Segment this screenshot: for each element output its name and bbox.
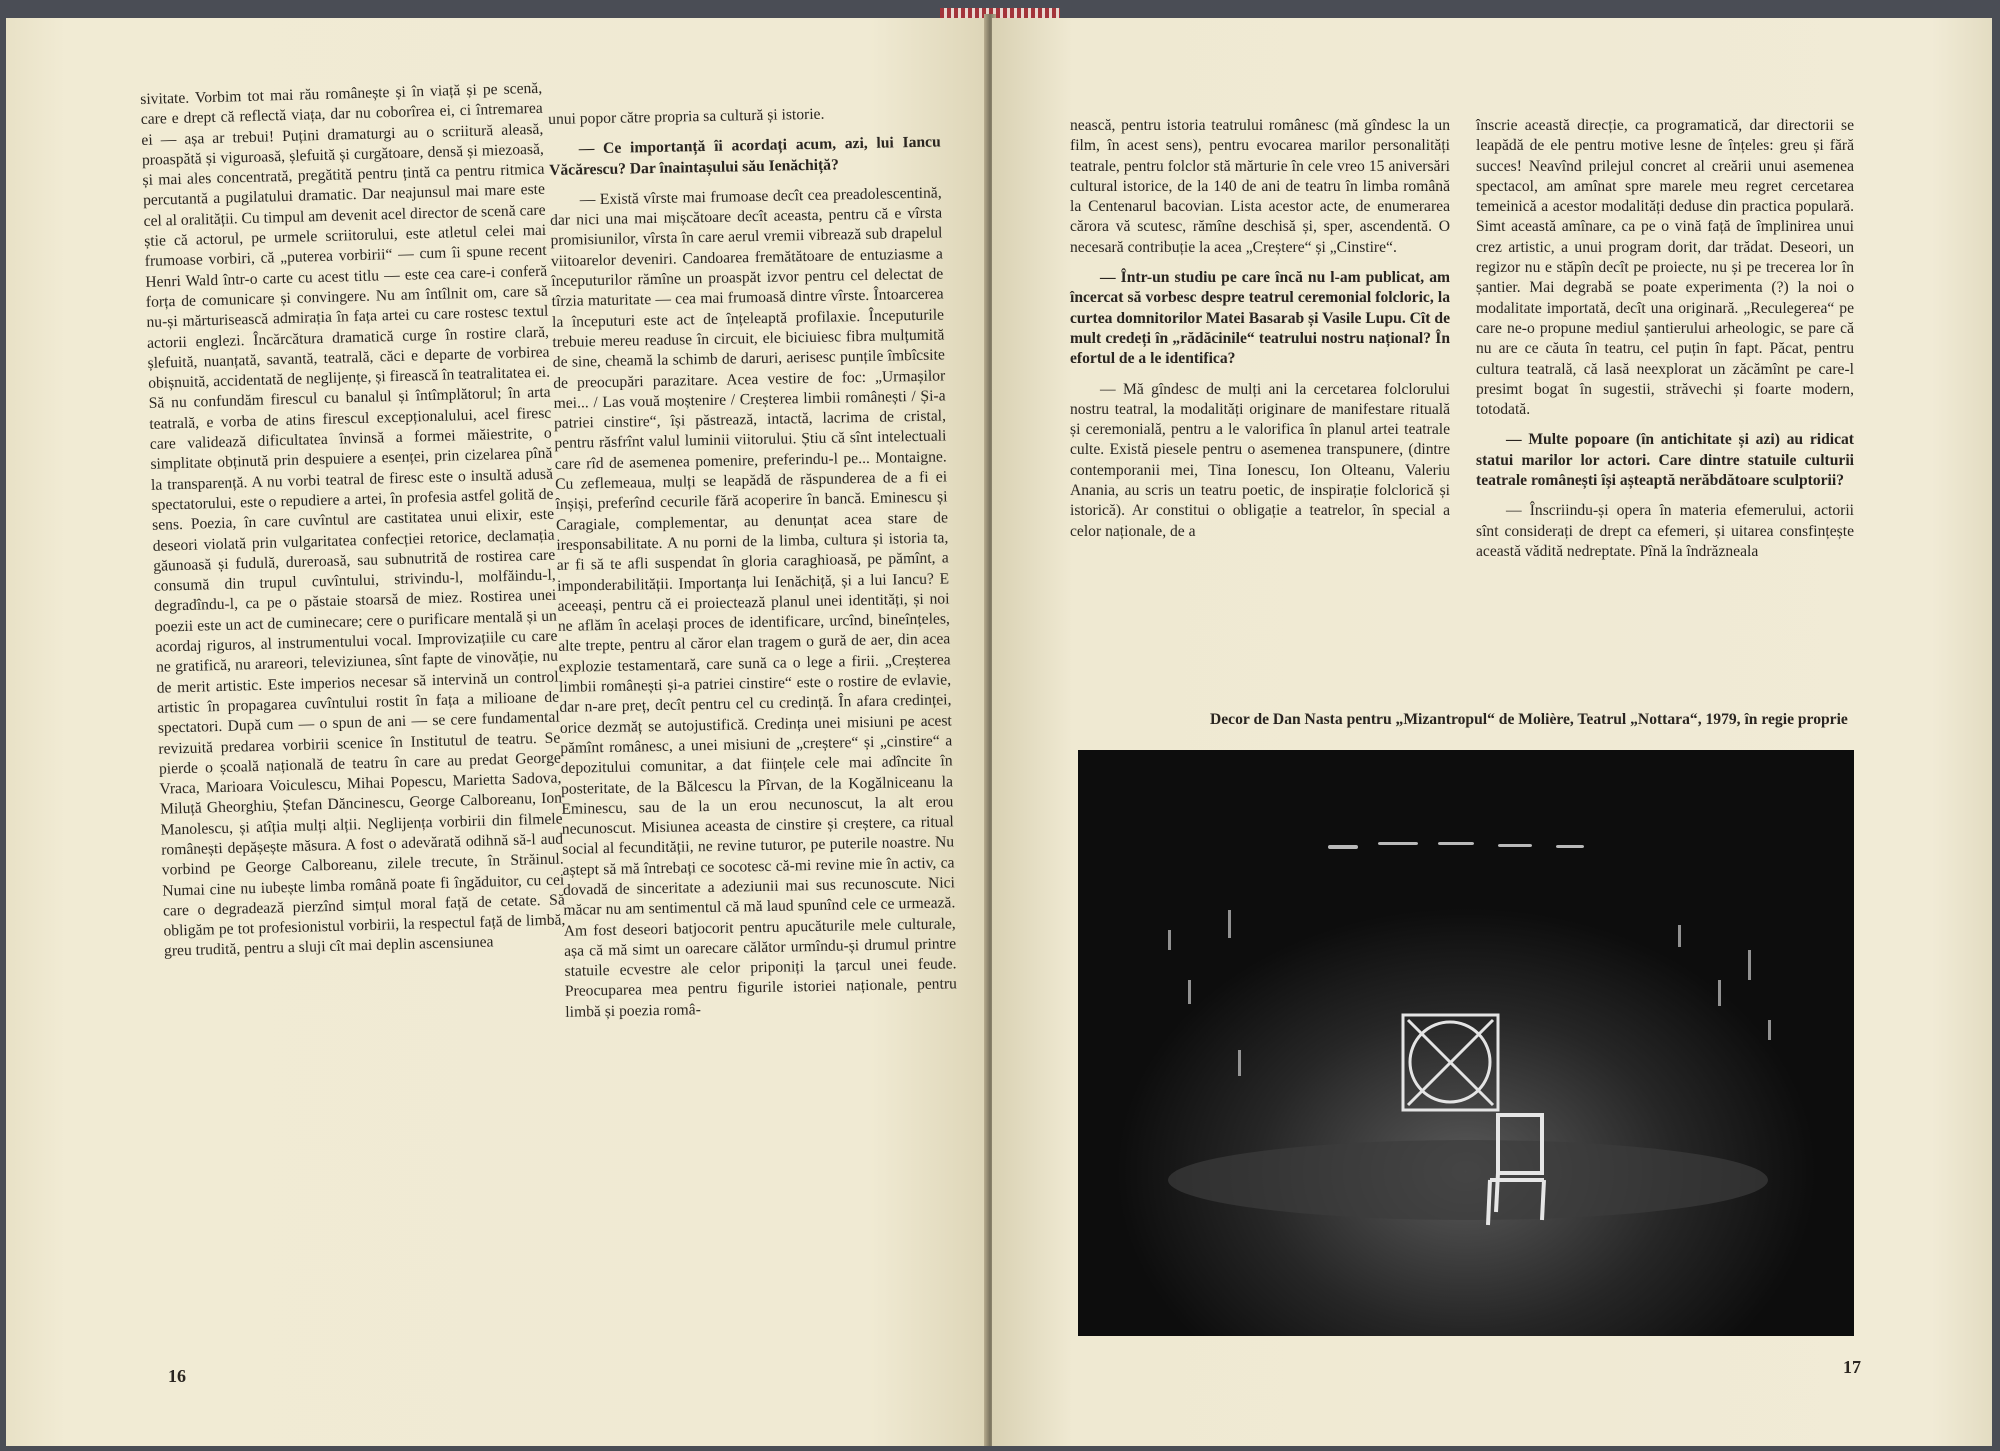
page-number-right: 17 [1843, 1357, 1861, 1377]
stage-set-illustration [1078, 750, 1854, 1336]
photo-caption: Decor de Dan Nasta pentru „Mizantropul“ de Molière, Teatrul „Nottara“, 1979, în regie proprie [1210, 711, 1848, 728]
column-2-intro: unui popor către propria sa cultură și istorie. [548, 105, 825, 128]
right-column-1 [1070, 116, 1450, 542]
left-column-1 [140, 79, 566, 963]
stage-set-photo [1078, 750, 1854, 1336]
right-column-2 [1476, 116, 1854, 562]
left-column-2 [548, 102, 957, 1022]
column-3-text: nească, pentru istoria teatrului românesc (mă gîndesc la un film, în acest sens), pentru evocarea marilor personalități teatrale, pentru folclor stă mărturie în cele vreo 15 aniversări cultural istorice, de la 140 de ani de teatru în limba română la Centenarul bacovian. Lista acestor acte, de enumerarea cărora vă scutesc, rămîne deschisă și, sper, ascendentă. O necesară contribuție la acea „Creștere“ și „Cinstire“. [1070, 117, 1450, 256]
interview-answer: — Există vîrste mai frumoase decît cea preadolescentină, dar nici una mai mișcătoare decît aceasta, pentru că e vîrsta promisiunilor, vîrsta în care aerul vremii vibrează sub drapelul viitoarelor deveniri. Candoarea fremătătoare de entuziasme a începuturilor rămîne un proaspăt izvor pentru cel delectat de tîrzia maturitate — cea mai frumoasă dintre vîrste. Întoarcerea la începuturi este act de înțeleaptă profilaxie. Începuturile trebuie mereu readuse în circuit, ele biciuiesc fibra mulțumită de sine, cheamă la schimb de daruri, aerisesc punțile îmbîcsite de preocupări parazitare. Acea vestire de foc: „Urmașilor mei... / Las vouă moștenire / Creșterea limbii românești / Și-a patriei cinstire“, își păstrează, intactă, lacrima de cristal, pentru răsfrînt valul luminii viitorului. Știu că sînt intelectuali care rîd de asemenea pomenire, preferindu-l pe... Montaigne. Cu zeflemeaua, mulți se leapădă de răspunderea de a fi ei înșiși, preferînd cecurile fără acoperire în bancă. Eminescu și Caragiale, complementar, au denunțat acea stare de iresponsabilitate. A nu porni de la limba, cultura și istoria ta, ar fi să te afli suspendat în gloria caraghioasă, pe pămînt, a imponderabilității. Importanța lui Ienăchiță, și a lui Iancu? E aceeași, pentru că ei proiectează planul unei identități, și noi ne aflăm în același proces de identificare, urcînd, bineînțeles, alte trepte, pentru al căror elan tragem o gură de aer, din acea explozie testamentară, care sună ca o lege a firii. „Creșterea limbii românești și-a patriei cinstire“ este o rostire de evlavie, dar n-are preț, decît pentru cel cu credință. În afara credinței, orice dezmăț se autojustifică. Credința unei misiuni pe acest pămînt românesc, a unei misiuni de „creștere“ și „cinstire“ a depozitului comunitar, a dat ființele cele mai adîncite în posteritate, de la Bălcescu la Pîrvan, de la Kogălniceanu la Eminescu, sau de la un erou necunoscut, la alt erou necunoscut. Misiunea aceasta de cinstire și creștere, ca ritual social al fecundității, ne revine tuturor, pe puterile noastre. Nu aștept să mă întrebați ce socotesc că-mi revine mie în activ, ca dovadă de sinceritate a adeziunii mai sus recunoscute. Nici măcar nu am sentimentul că mă laud spunînd cele ce urmează. Am fost deseori batjocorit pentru apucăturile mele culturale, așa că mă simt un oarecare călător urmîndu-și drumul printre statuile ecvestre ale celor priponiți la țarcul unei feude. Preocuparea mea pentru figurile istoriei naționale, pentru limbă și poezia româ- [549, 184, 958, 1021]
page-number-left: 16 [168, 1366, 186, 1386]
interview-question: — Într-un studiu pe care încă nu l-am publicat, am încercat să vorbesc despre teatrul ceremonial folcloric, la curtea domnitorilor Matei Basarab și Vasile Lupu. Cît de mult credeți în „rădăcinile“ teatrului nostru național? În efortul de a le identifica? [1070, 269, 1450, 368]
column-1-text: sivitate. Vorbim tot mai rău românește și în viață și pe scenă, care e drept că reflectă viața, dar nu coborîrea ei, ci întremarea ei — așa ar trebui! Puțini dramaturgi au o scriitură aleasă, proaspătă și viguroasă, șlefuită și curgătoare, densă și miezoasă, și mai ales concentrată, pregătită pentru țintă ca pentru ritmica percutantă a pugilatului dramatic. Dar neajunsul mai mare este cel al oralității. Cu timpul am devenit acel director de scenă care știe că actorul, pe urmele scriitorului, este atletul celei mai frumoase vorbiri, că „puterea vorbirii“ — cum îi spune recent Henri Wald într-o carte cu acest titlu — este cea care-i conferă forța de comunicare și convingere. Nu am întîlnit om, care să nu-și mărturisească admirația în fața artei cu care rostesc textul actorii englezi. Încărcătura dramatică curge în rostire clară, șlefuită, nuanțată, savantă, teatrală, căci e departe de vorbirea obișnuită, accidentată de neglijențe, și firească în teatralitatea ei. Să nu confundăm firescul cu banalul și întîmplătorul; în arta teatrală, e vorba de atins firescul excepționalului, acel firesc care validează dificultatea învinsă a formei măiestrite, o simplitate obținută prin despuiere a esenței, prin cizelarea pînă la transparență. A nu vorbi teatral de firesc este o insultă adusă spectatorului, este o repudiere a artei, în profesia astfel golită de sens. Poezia, în care cuvîntul are castitatea unui elixir, este deseori violată prin vulgaritatea confecției retorice, declamația găunoasă și fudulă, dureroasă, sau subnutrită de rostirea care consumă din trupul cuvîntului, strivindu-l, molfăindu-l, degradîndu-l, ca pe o păstaie stoarsă de miez. Rostirea unei poezii este un act de cuminecare; cere o purificare mentală și un acordaj riguros, al instrumentului vocal. Improvizațiile cu care ne gratifică, nu arareori, televiziunea, sînt fapte de vinovăție, nu de merit artistic. Este imperios necesar să intervină un control artistic în propagarea cuvîntului rostit în fața a milioane de spectatori. După cum — o spun de ani — se cere fundamental revizuită predarea vorbirii scenice în Institutul de teatru. Se pierde o școală națională de teatru în care au predat George Vraca, Marioara Voiculescu, Mihai Popescu, Marietta Sadova, Miluță Gheorghiu, Ștefan Dăncinescu, George Calboreanu, Ion Manolescu, și atîția mulți alții. Neglijența vorbirii din filmele românești depășește măsura. A fost o adevărată odihnă să-l aud vorbind pe George Calboreanu, zilele trecute, în Străinul. Numai cine nu iubește limba română poate fi îngăduitor, cu cei care o degradează pierzînd simțul moral față de cetate. Să obligăm pe tot profesionistul vorbirii, la respectul față de limbă, greu trudită, pentru a sluji cît mai deplin ascensiunea [140, 79, 566, 961]
interview-answer: — Înscriindu-și opera în materia efemerului, actorii sînt considerați de drept ca efemeri, și uitarea consfințește această vădită nedreptate. Pînă la îndrăzneala [1476, 502, 1854, 560]
interview-question: — Ce importanță îi acordați acum, azi, lui Iancu Văcărescu? Dar înaintașului său Ienăchiță? [548, 133, 941, 179]
interview-answer: — Mă gîndesc de mulți ani la cercetarea folclorului nostru teatral, la modalități originare de manifestare rituală și ceremonială, pentru a le valorifica în planul artei teatrale culte. Există piesele pentru o asemenea transpunere, (dintre contemporanii mei, Tina Ionescu, Ion Olteanu, Valeriu Anania, au scris un teatru poetic, de inspirație folclorică și istorică). Ar constitui o obligație a teatrelor, în special a celor naționale, de a [1070, 380, 1450, 540]
interview-question: — Multe popoare (în antichitate și azi) au ridicat statui marilor lor actori. Care dintre statuile culturii teatrale românești își așteaptă nerăbdătoare sculptorii? [1476, 431, 1854, 490]
column-4-text: înscrie această direcție, ca programatică, dar directorii se leapădă de ele pentru motive lesne de înțeles: greu și fără succes! Neavînd prilejul concret al creării unui asemenea spectacol, am amînat spre marele meu regret cercetarea temeinică a acestor modalități deduse din practica populară. Simt această amînare, ca pe o vină față de împlinirea unui crez artistic, a unui program dorit, dar trădat. Deseori, un regizor nu e stăpîn decît pe proiecte, nu și pe trecerea lor în șantier. Mai degrabă se poate experimenta (?) la noi o modalitate importată, decît una originară. „Reculegerea“ pe care ne-o propune mediul șantierului arheologic, se pare că nu are ce căuta în teatru, cel puțin în fapt. Păcat, pentru cultura teatrală, că lasă neexplorat un zăcămînt pe care-l presimt bogat în sugestii, străvechi și foarte modern, totodată. [1476, 117, 1854, 419]
